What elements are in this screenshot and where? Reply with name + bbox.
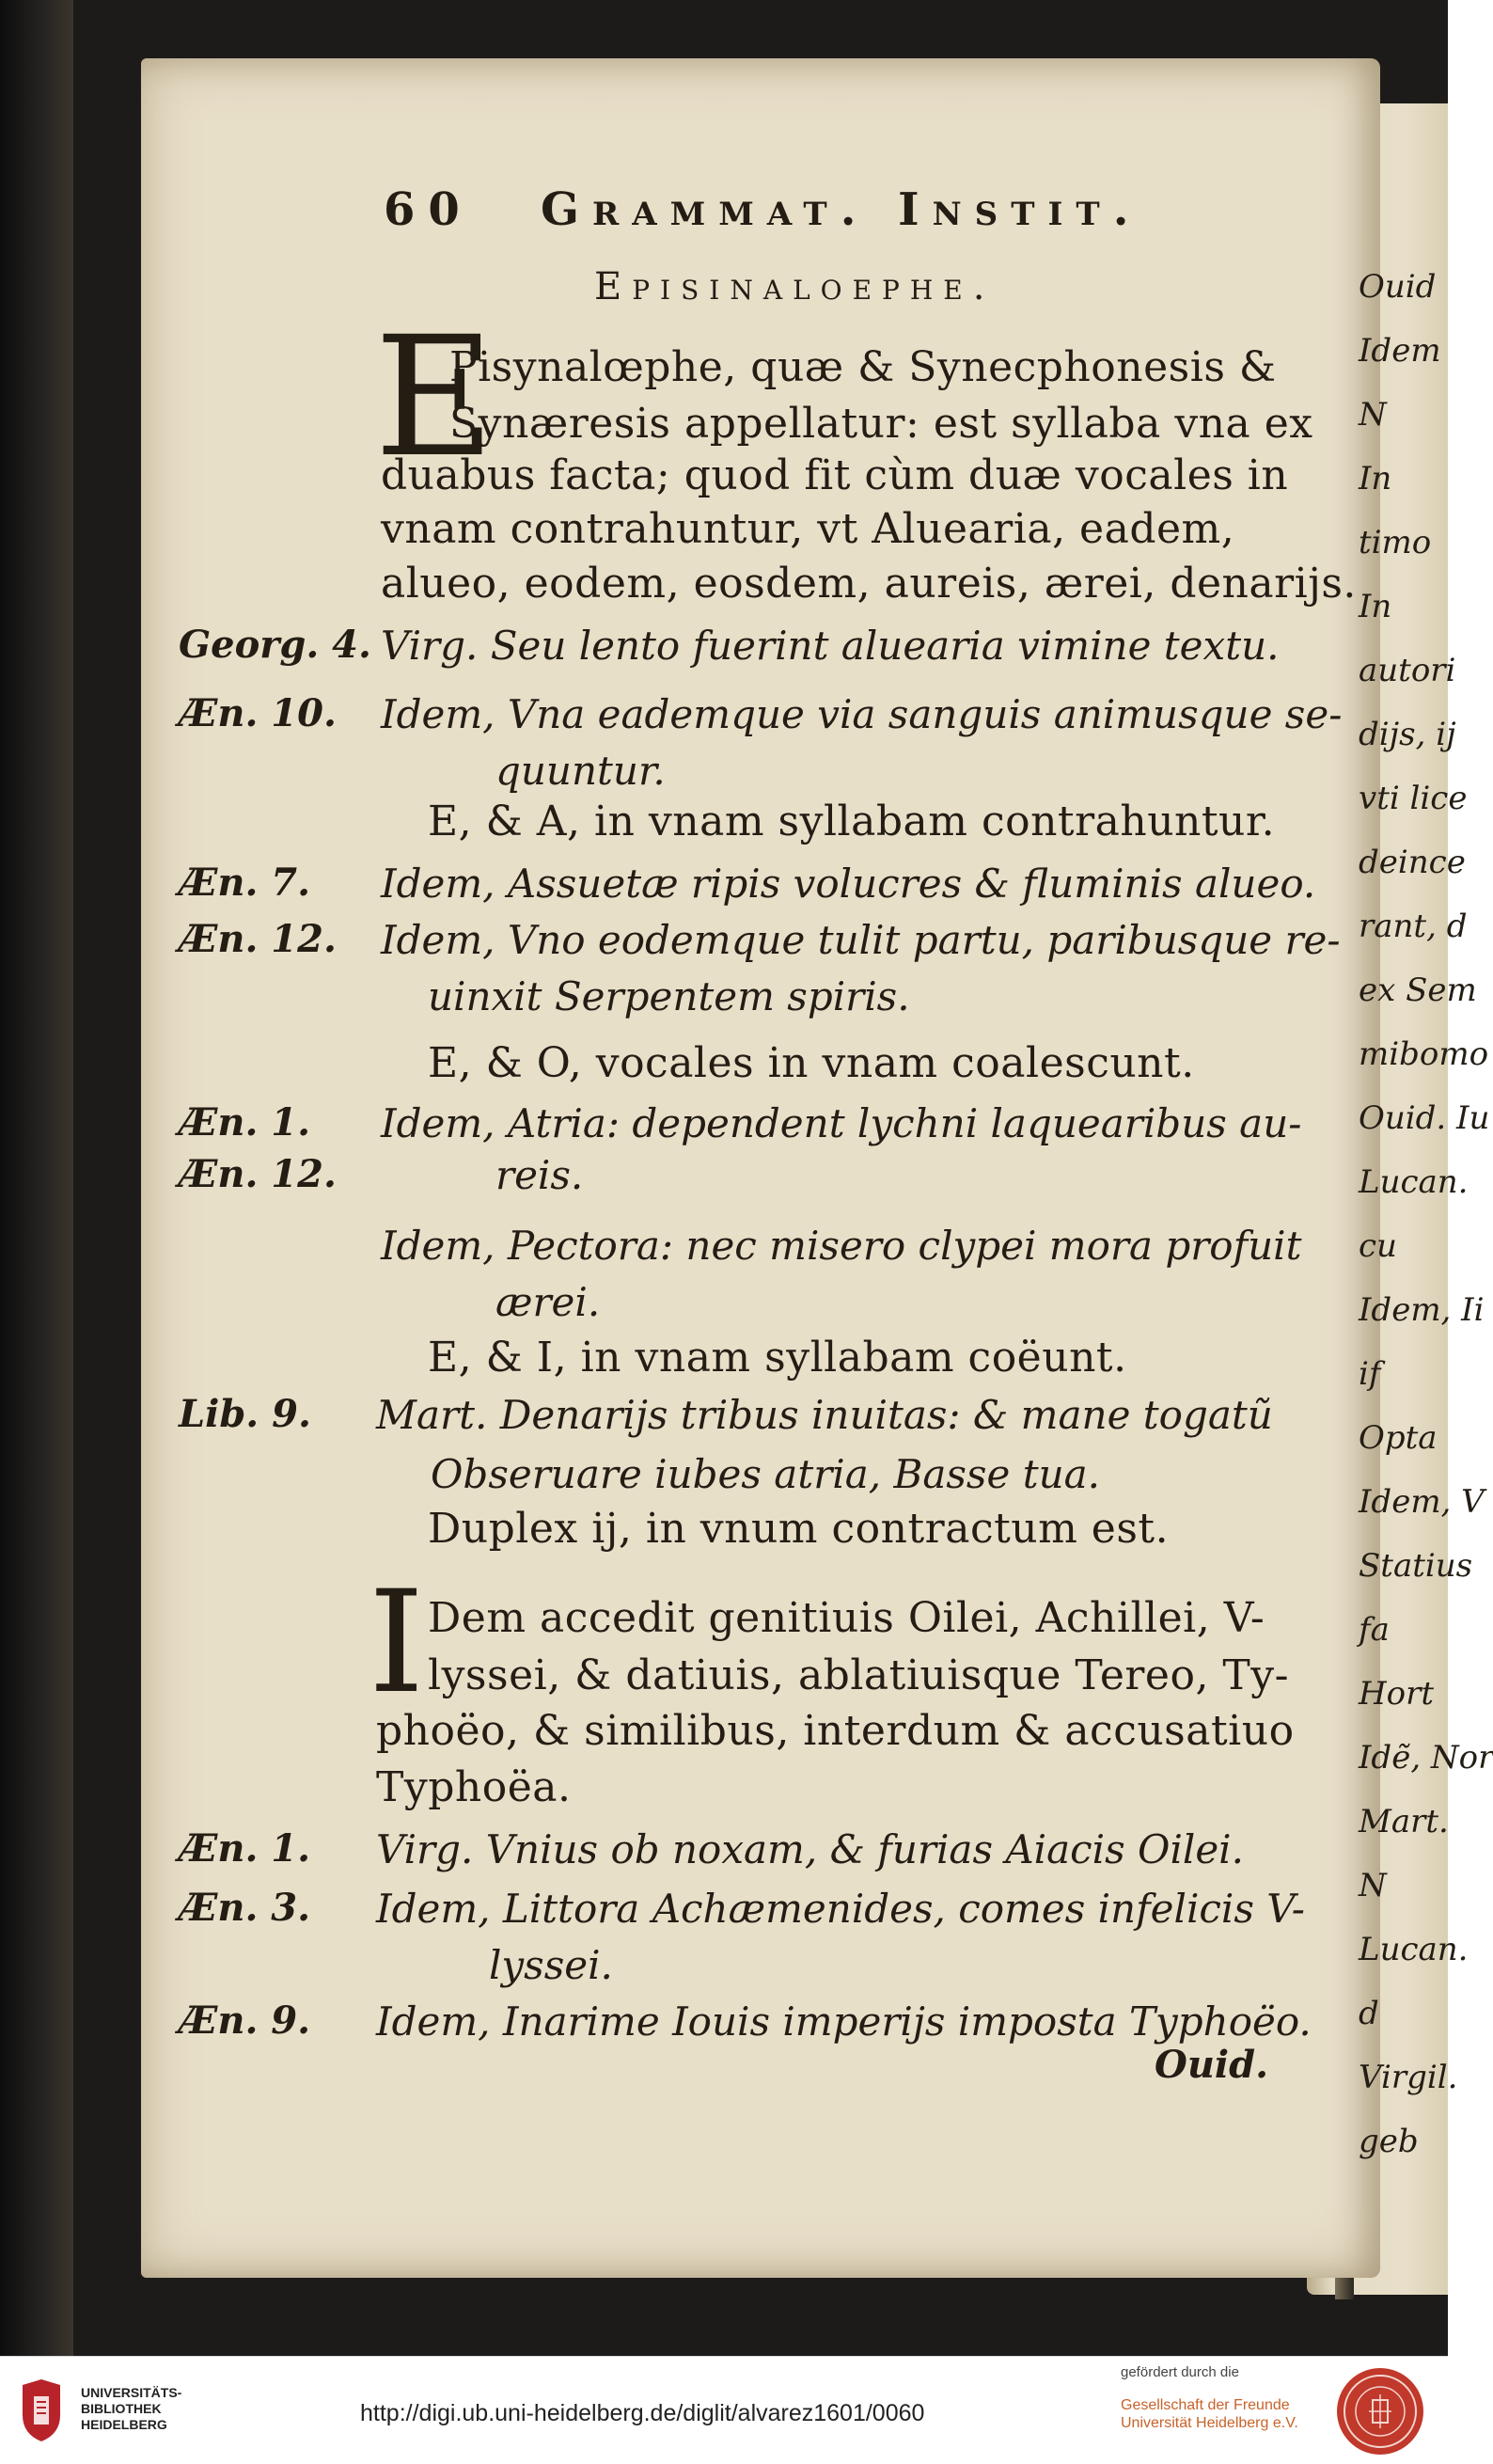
margin-reference: Æn. 3. [179,1886,311,1930]
drop-cap-2: I [369,1561,425,1725]
quotation-line: Obseruare iubes atria, Basse tua. [431,1451,1101,1497]
paragraph-line: Pisynalœphe, quæ & Synecphonesis & [449,343,1277,391]
facing-page-fragment: Idẽ, Nor [1359,1739,1493,1777]
paragraph-line: alueo, eodem, eosdem, aureis, ærei, denarijs. [381,560,1357,608]
section-heading: Episinaloephe. [594,265,996,308]
facing-page-fragment: if [1359,1355,1381,1393]
facing-page-fragment: mibomo [1359,1035,1489,1073]
institution-name: UNIVERSITÄTS- BIBLIOTHEK HEIDELBERG [81,2385,182,2432]
paragraph-line: Synæresis appellatur: est syllaba vna ex [449,400,1313,448]
quotation-line: Duplex ij, in vnum contractum est. [428,1505,1170,1553]
facing-page-fragment: Hort [1359,1675,1435,1713]
facing-page-fragment: timo [1359,524,1432,561]
facing-page-fragment: Idem, Ii [1359,1291,1485,1329]
facing-page-fragment: cu [1359,1227,1397,1265]
margin-reference: Æn. 12. [179,1152,337,1196]
facing-page-fragment: Idem, V [1359,1483,1485,1521]
quotation-line: Idem, Atria: dependent lychni laquearibus au- [381,1100,1302,1146]
quotation-line: Virg. Seu lento fuerint aluearia vimine textu. [381,623,1280,669]
facing-page-fragment: Virgil. [1359,2059,1458,2096]
drop-cap: E [374,301,495,494]
paragraph-line: Typhoëa. [376,1763,572,1811]
facing-page-fragment: Lucan. [1359,1931,1469,1968]
quotation-line: Mart. Denarijs tribus inuitas: & mane togatũ [376,1392,1273,1438]
quotation-line: E, & A, in vnam syllabam contrahuntur. [428,798,1276,845]
margin-reference: Æn. 12. [179,917,337,961]
quotation-line: Idem, Assuetæ ripis volucres & fluminis alueo. [381,861,1316,907]
facing-page-fragment: In [1359,588,1392,625]
paragraph-line: duabus facta; quod fit cùm duæ vocales in [381,451,1289,499]
margin-reference: Æn. 10. [179,691,337,735]
sponsor-name: Gesellschaft der Freunde Universität Heidelberg e.V. [1121,2397,1298,2431]
quotation-line: Idem, Vno eodemque tulit partu, paribusque re- [381,917,1341,963]
facing-page-fragment: Opta [1359,1419,1438,1457]
facing-page-fragment: Idem [1359,332,1441,370]
quotation-line: lyssei. [489,1942,613,1988]
paragraph-line: Dem accedit genitiuis Oilei, Achillei, V- [428,1594,1265,1642]
facing-page-fragment: ex Sem [1359,971,1477,1009]
quotation-line: ærei. [495,1279,601,1325]
facing-page-fragment: fa [1359,1611,1390,1649]
quotation-line: quuntur. [495,748,666,794]
facing-page-fragment: deince [1359,844,1466,881]
paragraph-line: phoëo, & similibus, interdum & accusatiuo [376,1707,1295,1755]
sponsor-label: gefördert durch die [1121,2364,1239,2380]
running-title: Grammat. Instit. [541,183,1142,236]
margin-reference: Æn. 7. [179,861,311,905]
paragraph-line: vnam contrahuntur, vt Aluearia, eadem, [381,505,1235,553]
facing-page-fragment: N [1359,396,1387,434]
margin-reference: Æn. 1. [179,1826,311,1871]
quotation-line: Idem, Inarime Iouis imperijs imposta Typhoëo. [376,1998,1312,2045]
quotation-line: Idem, Pectora: nec misero clypei mora profuit [381,1223,1302,1269]
permalink[interactable]: http://digi.ub.uni-heidelberg.de/diglit/alvarez1601/0060 [360,2400,925,2426]
facing-page-fragment: dijs, ij [1359,716,1456,753]
quotation-line: reis. [495,1152,584,1198]
page-number: 60 [384,183,473,236]
margin-reference: Georg. 4. [179,623,371,667]
facing-page-fragment: N [1359,1867,1387,1904]
margin-reference: Æn. 9. [179,1998,311,2043]
margin-reference: Æn. 1. [179,1100,311,1145]
quotation-line: Idem, Vna eademque via sanguis animusque se- [381,691,1343,737]
facing-page-fragment: vti lice [1359,780,1468,817]
viewer-footer [0,2356,1448,2464]
facing-page-fragment: Ouid. Iu [1359,1099,1490,1137]
quotation-line: Idem, Littora Achæmenides, comes infelicis V- [376,1886,1305,1932]
quotation-line: uinxit Serpentem spiris. [428,973,910,1019]
quotation-line: E, & I, in vnam syllabam coëunt. [428,1334,1127,1382]
facing-page-fragment: In [1359,460,1392,498]
margin-reference: Lib. 9. [179,1392,311,1436]
facing-page-fragment: geb [1359,2123,1419,2160]
facing-page-fragment: Mart. [1359,1803,1449,1840]
facing-page-fragment: d [1359,1995,1379,2032]
facing-page-fragment: Ouid [1359,268,1437,306]
facing-page-fragment: autori [1359,652,1456,689]
university-seal-icon [1335,2366,1425,2456]
book-cover-edge [0,0,73,2356]
facing-page-fragment: Statius [1359,1547,1473,1585]
catchword: Ouid. [1155,2043,1269,2087]
facing-page-fragment: rant, d [1359,908,1468,945]
quotation-line: E, & O, vocales in vnam coalescunt. [428,1039,1195,1087]
quotation-line: Virg. Vnius ob noxam, & furias Aiacis Oilei. [376,1826,1244,1872]
university-logo-icon [13,2377,70,2443]
paragraph-line: lyssei, & datiuis, ablatiuisque Tereo, Ty- [428,1651,1289,1699]
facing-page-fragment: Lucan. [1359,1163,1469,1201]
